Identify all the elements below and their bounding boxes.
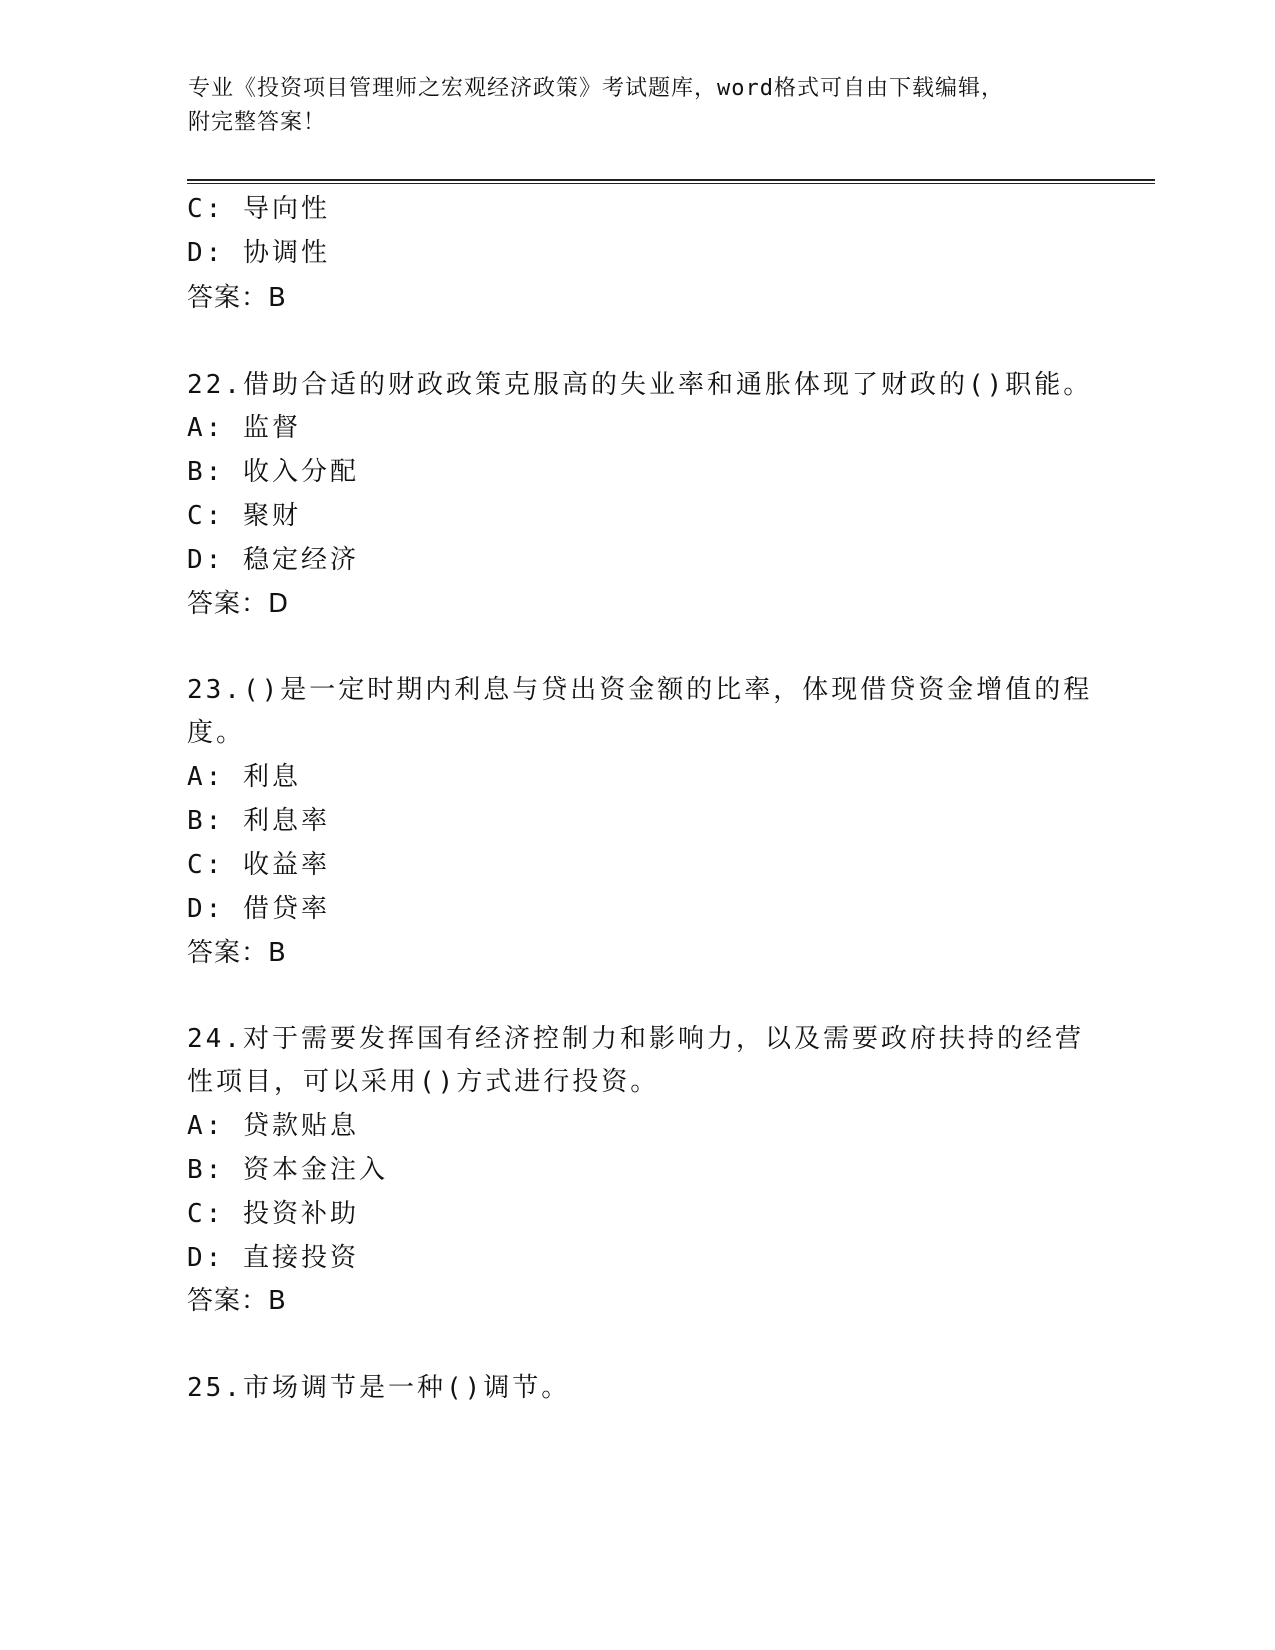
- q24-option-d: D: 直接投资: [187, 1243, 359, 1273]
- header-divider-thick: [187, 179, 1155, 181]
- q21-option-d: D: 协调性: [187, 238, 330, 268]
- q23-option-a: A: 利息: [187, 762, 301, 792]
- q23-option-c: C: 收益率: [187, 850, 330, 880]
- header-line-2: 附完整答案！: [188, 110, 327, 135]
- q21-answer: 答案：B: [187, 283, 287, 313]
- q23-option-b: B: 利息率: [187, 806, 330, 836]
- q24-stem-line-1: 24.对于需要发挥国有经济控制力和影响力，以及需要政府扶持的经营: [187, 1024, 1084, 1054]
- header-divider-thin: [187, 183, 1155, 184]
- q23-answer: 答案：B: [187, 938, 287, 968]
- q24-option-c: C: 投资补助: [187, 1199, 359, 1229]
- q22-option-d: D: 稳定经济: [187, 545, 359, 575]
- q22-stem: 22.借助合适的财政政策克服高的失业率和通胀体现了财政的()职能。: [187, 370, 1093, 400]
- q25-stem: 25.市场调节是一种()调节。: [187, 1373, 571, 1403]
- q22-option-b: B: 收入分配: [187, 457, 359, 487]
- q24-stem-line-2: 性项目，可以采用()方式进行投资。: [187, 1067, 660, 1097]
- q24-option-a: A: 贷款贴息: [187, 1111, 359, 1141]
- q23-stem-line-2: 度。: [187, 718, 246, 748]
- q21-option-c: C: 导向性: [187, 194, 330, 224]
- q22-answer: 答案：D: [187, 589, 290, 619]
- q23-stem-line-1: 23.()是一定时期内利息与贷出资金额的比率，体现借贷资金增值的程: [187, 675, 1093, 705]
- q24-answer: 答案：B: [187, 1286, 287, 1316]
- q22-option-c: C: 聚财: [187, 501, 301, 531]
- header-line-1: 专业《投资项目管理师之宏观经济政策》考试题库，word格式可自由下载编辑，: [188, 76, 1004, 101]
- q22-option-a: A: 监督: [187, 413, 301, 443]
- q24-option-b: B: 资本金注入: [187, 1155, 388, 1185]
- q23-option-d: D: 借贷率: [187, 894, 330, 924]
- document-header: [188, 72, 1088, 140]
